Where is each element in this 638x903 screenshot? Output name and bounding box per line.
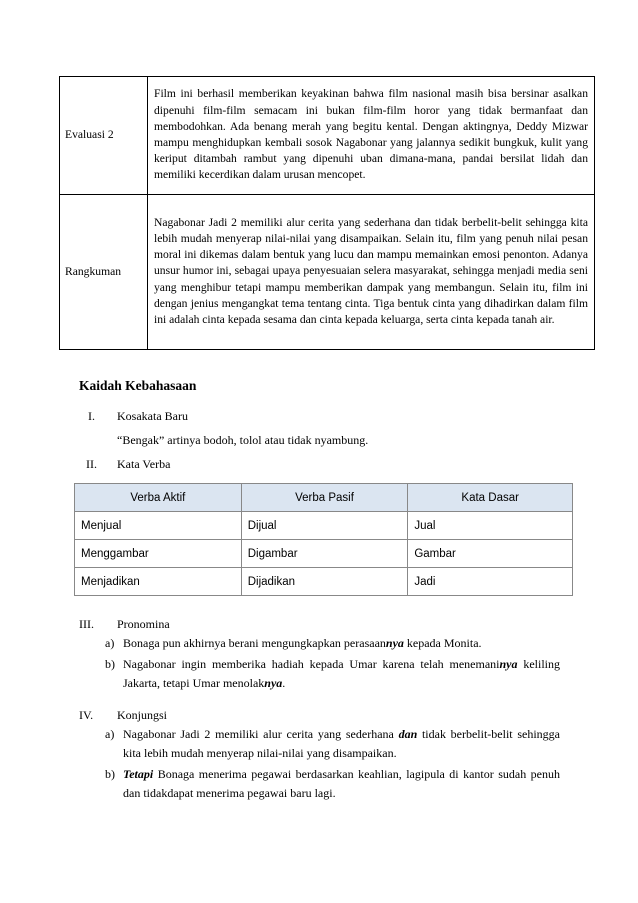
row-label: Evaluasi 2 [60,77,148,195]
subsection-title: Konjungsi [117,708,168,722]
table-cell: Menjual [75,512,242,540]
table-row [60,77,595,195]
subsection-title: Kata Verba [117,457,171,471]
table-cell: Menjadikan [75,568,242,596]
table-cell: Dijual [241,512,408,540]
table-row [60,195,595,350]
verb-table [74,483,573,596]
list-item: b) Tetapi Bonaga menerima pegawai berdasarkan keahlian, lagipula di kantor sudah penuh dan tidakdapat menerima pegawai baru lagi. [105,767,560,800]
definition-text: “Bengak” artinya bodoh, tolol atau tidak nyambung. [117,433,369,447]
column-header: Kata Dasar [408,484,573,512]
table-header-row [75,484,573,512]
section-number: III. [79,617,94,631]
table-cell: Gambar [408,540,573,568]
row-label: Rangkuman [60,195,148,350]
section-number: II. [86,457,97,471]
list-item: b) Nagabonar ingin memberika hadiah kepada Umar karena telah menemaninya keliling Jakarta, tetapi Umar menolaknya. [105,657,560,690]
section-number: IV. [79,708,94,722]
table-row [75,568,573,596]
table-cell: Dijadikan [241,568,408,596]
list-item: a) Bonaga pun akhirnya berani mengungkapkan perasaannya kepada Monita. [105,636,482,650]
table-cell: Digambar [241,540,408,568]
table-cell: Menggambar [75,540,242,568]
table-cell: Jual [408,512,573,540]
column-header: Verba Pasif [241,484,408,512]
table-row [75,540,573,568]
section-title: Kaidah Kebahasaan [79,378,197,393]
row-text: Film ini berhasil memberikan keyakinan bahwa film nasional masih bisa bersinar asalkan dipenuhi film-film semacam ini bukan film-film horor yang tidak bermanfaat dan membodohkan. Ada benang merah yang begitu kental. Dengan aktingnya, Deddy Mizwar mampu menghidupkan kembali sosok Nagabonar yang jalannya sedikit bungkuk, kulit yang keriput ditambah rambut yang dipenuhi uban dimana-mana, pandai bersilat lidah dan memiliki kecerdikan dalam urusan mencopet. [148,77,595,195]
review-table [59,76,595,350]
section-number: I. [88,409,95,423]
table-row [75,512,573,540]
subsection-title: Kosakata Baru [117,409,188,423]
list-item: a) Nagabonar Jadi 2 memiliki alur cerita yang sederhana dan tidak berbelit-belit sehingga kita lebih mudah menyerap nilai-nilai yang disampaikan. [105,727,560,760]
column-header: Verba Aktif [75,484,242,512]
row-text: Nagabonar Jadi 2 memiliki alur cerita yang sederhana dan tidak berbelit-belit sehingga kita lebih mudah menyerap nilai-nilai yang disampaikan. Selain itu, film yang penuh nilai pesan moral ini dikemas dalam bentuk yang lucu dan mampu memainkan emosi penonton. Adanya unsur humor ini, sebagai upaya penyesuaian selera masyarakat, sehingga menjadi media seni yang menghibur tetapi mampu memberikan dampak yang membangun. Selain itu, film ini dengan jenius mengangkat tema tentang cinta. Tiga bentuk cinta yang dihadirkan dalam film ini adalah cinta kepada sesama dan cinta kepada keluarga, serta cinta kepada tanah air. [148,195,595,350]
table-cell: Jadi [408,568,573,596]
subsection-title: Pronomina [117,617,170,631]
